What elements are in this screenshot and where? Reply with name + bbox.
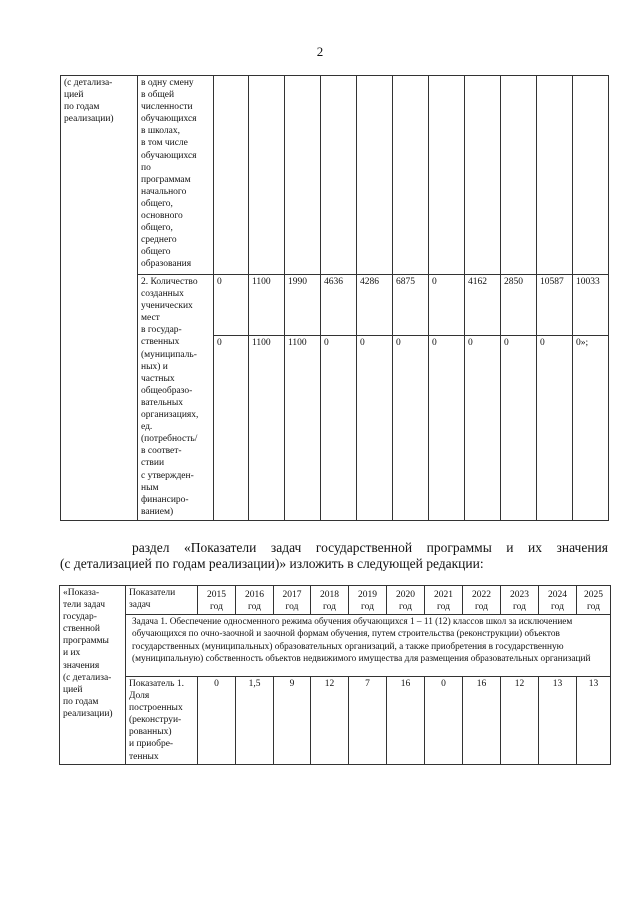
value-cell: 0 (425, 677, 463, 765)
year-header: 2022 год (463, 586, 501, 615)
value-cell: 16 (387, 677, 425, 765)
value-cell: 0 (357, 336, 393, 521)
value-cell: 0 (429, 336, 465, 521)
value-cell: 1100 (285, 336, 321, 521)
value-cell: 10033 (573, 275, 609, 336)
value-cell: 0 (214, 336, 249, 521)
value-cell: 0 (537, 336, 573, 521)
year-header: 2019 год (349, 586, 387, 615)
year-header: 2025 год (577, 586, 611, 615)
task-indicators-table (59, 585, 611, 765)
value-cell: 4162 (465, 275, 501, 336)
value-cell: 12 (501, 677, 539, 765)
year-header: 2015 год (198, 586, 236, 615)
value-cell: 1,5 (236, 677, 274, 765)
value-cell: 1100 (249, 336, 285, 521)
value-cell: 9 (274, 677, 311, 765)
value-cell: 0 (198, 677, 236, 765)
year-header: 2017 год (274, 586, 311, 615)
header-indicators-label: Показатели задач (126, 586, 198, 615)
indicator-label: 2. Количество созданных ученических мест в государ- ственных (муниципаль- ных) и частных общеобразо- вательных организациях, ед. (потребность/ в соответ- ствии с утвержден- ным финансиро- ванием) (138, 275, 214, 521)
year-header: 2024 год (539, 586, 577, 615)
page-number: 2 (316, 44, 324, 59)
year-header: 2023 год (501, 586, 539, 615)
value-cell: 0 (465, 336, 501, 521)
indicators-table-continued (60, 75, 609, 521)
value-cell: 7 (349, 677, 387, 765)
value-cell: 0 (501, 336, 537, 521)
value-cell: 10587 (537, 275, 573, 336)
value-cell: 2850 (501, 275, 537, 336)
value-cell: 1100 (249, 275, 285, 336)
indicator-label: в одну смену в общей численности обучающихся в школах, в том числе обучающихся по программам начального общего, основного общего, среднего общего образования (138, 76, 214, 275)
details-by-year-cell: (с детализа- цией по годам реализации) (61, 76, 138, 521)
indicator-1-label: Показатель 1. Доля построенных (реконструи- рованных) и приобре- тенных (126, 677, 198, 765)
amendment-paragraph-line1: раздел «Показатели задач государственной программы и их значения (132, 540, 608, 555)
value-cell: 12 (311, 677, 349, 765)
year-header: 2020 год (387, 586, 425, 615)
value-cell: 0 (321, 336, 357, 521)
value-cell: 13 (577, 677, 611, 765)
value-cell: 0 (214, 275, 249, 336)
value-cell: 16 (463, 677, 501, 765)
value-cell: 1990 (285, 275, 321, 336)
value-cell: 0 (429, 275, 465, 336)
value-cell: 0»; (573, 336, 609, 521)
value-cell: 4286 (357, 275, 393, 336)
task-1-description: Задача 1. Обеспечение односменного режима обучения обучающихся 1 – 11 (12) классов школ за исключением обучающихся по очно-заочной и заочной формам обучения, путем строительства (реконструкции) объектов государственных (муниципальных) образовательных организаций, а также приобретения в государственную (муниципальную) собственность объектов недвижимого имущества для размещения образовательных организаций (126, 615, 611, 677)
year-header: 2021 год (425, 586, 463, 615)
value-cell: 13 (539, 677, 577, 765)
value-cell: 4636 (321, 275, 357, 336)
year-header: 2016 год (236, 586, 274, 615)
details-by-year-cell: «Показа- тели задач государ- ственной программы и их значения (с детализа- цией по годам реализации) (60, 586, 126, 765)
value-cell: 0 (393, 336, 429, 521)
year-header: 2018 год (311, 586, 349, 615)
value-cell: 6875 (393, 275, 429, 336)
amendment-paragraph-line2: (с детализацией по годам реализации)» изложить в следующей редакции: (60, 556, 484, 571)
